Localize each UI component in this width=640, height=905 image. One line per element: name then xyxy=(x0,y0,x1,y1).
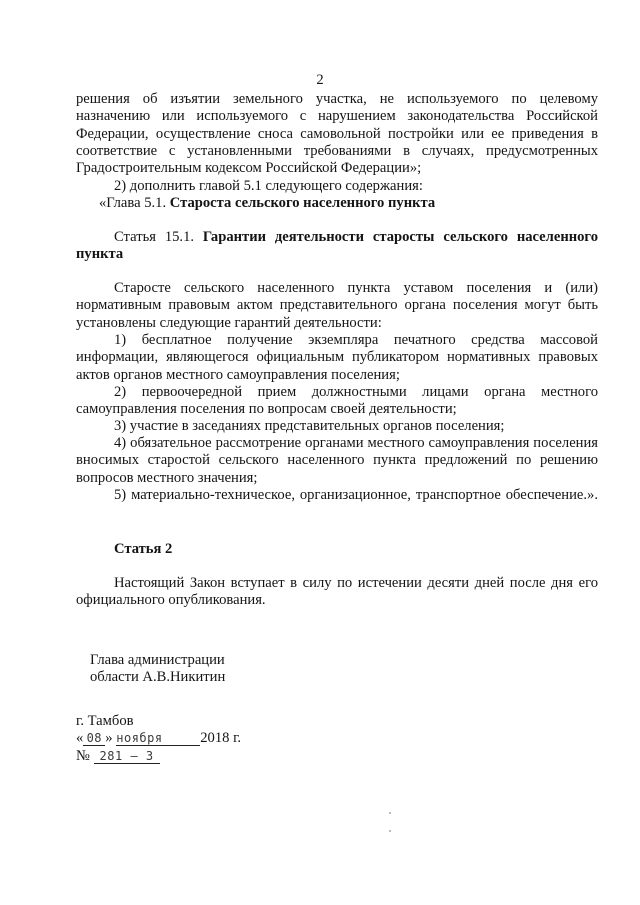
article-15-1-heading xyxy=(76,229,598,264)
article-2-text: Настоящий Закон вступает в силу по истечении десяти дней после дня его официального опубликования. xyxy=(76,575,598,609)
scan-speck xyxy=(389,812,391,814)
guarantee-item-1: 1) бесплатное получение экземпляра печатного средства массовой информации, являющегося официальным публикатором нормативных правовых актов органов местного самоуправления поселения; xyxy=(76,332,598,383)
chapter-prefix: «Глава 5.1. xyxy=(99,195,170,211)
date-month: ноября xyxy=(116,732,200,746)
date-open-quote: « xyxy=(76,730,84,746)
article-15-1-prefix: Статья 15.1. xyxy=(114,229,203,245)
article-15-1-title: Гарантии деятельности старосты сельского населенного пункта xyxy=(76,229,598,263)
article-15-1-intro: Старосте сельского населенного пункта уставом поселения и (или) нормативным правовым актом представительного органа поселения могут быть установлены следующие гарантий деятельности: xyxy=(76,280,598,331)
page-number: 2 xyxy=(316,72,324,88)
chapter-heading xyxy=(99,195,621,212)
guarantee-item-4: 4) обязательное рассмотрение органами местного самоуправления поселения вносимых старостой сельского населенного пункта предложений по решению вопросов местного значения; xyxy=(76,435,598,486)
date-close-quote: » xyxy=(105,730,113,746)
item-2: 2) дополнить главой 5.1 следующего содержания: xyxy=(114,178,423,194)
article-2-heading: Статья 2 xyxy=(114,541,173,557)
date-year: 2018 г. xyxy=(200,730,242,746)
signatory-name: области А.В.Никитин xyxy=(90,669,226,685)
law-number xyxy=(76,748,598,765)
guarantee-item-3: 3) участие в заседаниях представительных органов поселения; xyxy=(114,418,505,434)
scan-speck xyxy=(389,830,391,832)
city: г. Тамбов xyxy=(76,713,134,729)
date-day: 08 xyxy=(83,732,105,746)
signatory-position: Глава администрации xyxy=(90,652,225,668)
intro-paragraph: решения об изъятии земельного участка, не используемого по целевому назначению или используемого с нарушением законодательства Российской Федерации, осуществление сноса самовольной постройки или ее приведения в соответствие с установленными требованиями в случаях, предусмотренных Градостроительным кодексом Российской Федерации»; xyxy=(76,91,598,177)
number-sign: № xyxy=(76,748,90,764)
guarantee-item-5: 5) материально-техническое, организационное, транспортное обеспечение.». xyxy=(114,487,598,503)
guarantee-item-2: 2) первоочередной прием должностными лицами органа местного самоуправления поселения по вопросам своей деятельности; xyxy=(76,384,598,418)
signing-date xyxy=(76,730,598,747)
number-value: 281 – З xyxy=(94,750,160,764)
chapter-title: Староста сельского населенного пункта xyxy=(169,195,436,211)
